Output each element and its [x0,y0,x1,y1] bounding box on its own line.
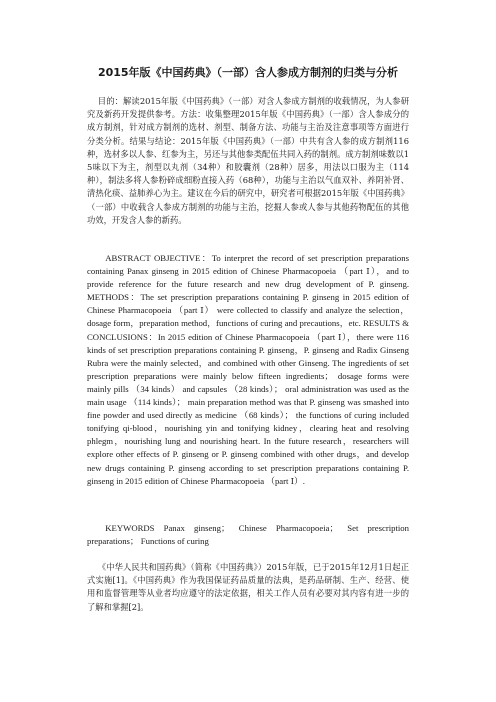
keywords-english: KEYWORDS Panax ginseng； Chinese Pharmacopoeia； Set prescription preparations； Functions of curing [87,523,409,547]
paper-title: 2015年版《中国药典》（一部）含人参成方制剂的归类与分析 [97,66,399,79]
abstract-english: ABSTRACT OBJECTIVE：To interpret the record of set prescription preparations containing Panax ginseng in 2015 edition of Chinese Pharmacopoeia （part Ⅰ），and to provide reference for the future research and new drug development of P. ginseng. METHODS：The set prescription preparations containing P. ginseng in 2015 edition of Chinese Pharmacopoeia （part Ⅰ） were collected to classify and analyze the selection，dosage form，preparation method，functions of curing and precautions，etc. RESULTS & CONCLUSIONS：In 2015 edition of Chinese Pharmacopoeia （part Ⅰ），there were 116 kinds of set prescription preparations containing P. ginseng，P. ginseng and Radix Ginseng Rubra were the mainly selected，and combined with other Ginseng. The ingredients of set prescription preparations were mainly below fifteen ingredients； dosage forms were mainly pills （34 kinds） and capsules （28 kinds）； oral administration was used as the main usage （114 kinds）； main preparation method was that P. ginseng was smashed into fine powder and used directly as medicine （68 kinds）； the functions of curing included tonifying qi-blood，nourishing yin and tonifying kidney，clearing heat and resolving phlegm，nourishing lung and nourishing heart. In the future research，researchers will explore other effects of P. ginseng or P. ginseng combined with other drugs，and develop new drugs containing P. ginseng according to set prescription preparations containing P. ginseng in 2015 edition of Chinese Pharmacopoeia （part Ⅰ）. [87,253,409,486]
abstract-chinese: 目的：解读2015年版《中国药典》（一部）对含人参成方制剂的收载情况，为人参研究及新药开发提供参考。方法：收集整理2015年版《中国药典》（一部）含人参成分的成方制剂，针对成方制剂的选材、剂型、制备方法、功能与主治及注意事项等方面进行分类分析。结果与结论：2015年版《中国药典》（一部）中共有含人参的成方制剂116种，选材多以人参、红参为主，另还与其他参类配伍共同入药的制剂。成方制剂味数以15味以下为主，剂型以丸剂（34种）和胶囊剂（28种）居多，用法以口服为主（114种），制法多将人参粉碎成细粉直接入药（68种），功能与主治以气血双补、养阴补肾、清热化痰、益肺养心为主。建议在今后的研究中，研究者可根据2015年版《中国药典》（一部）中收载含人参成方制剂的功能与主治，挖掘人参或人参与其他药物配伍的其他功效，开发含人参的新药。 [87,96,409,225]
introduction-paragraph: 《中华人民共和国药典》（简称《中国药典》）2015年版，已于2015年12月1日起正式实施[1]。《中国药典》作为我国保证药品质量的法典，是药品研制、生产、经营、使用和监督管理等从业者均应遵守的法定依据，相关工作人员有必要对其内容有进一步的了解和掌握[2]。 [87,562,409,612]
